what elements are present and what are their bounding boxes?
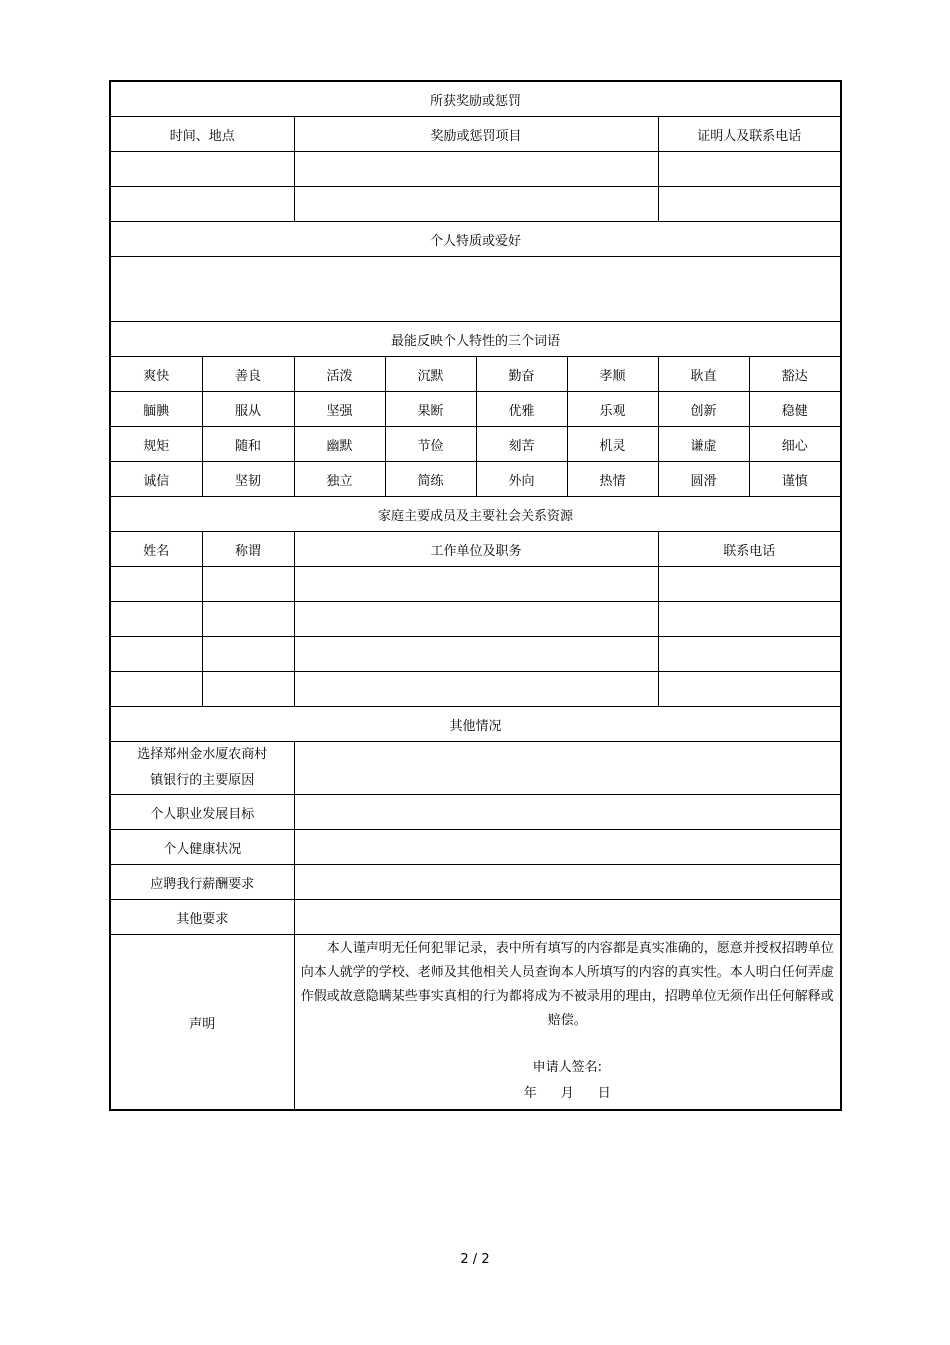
awards-header-item: 奖励或惩罚项目 bbox=[294, 117, 658, 152]
family-employer-cell[interactable] bbox=[294, 637, 658, 672]
application-form-table bbox=[109, 80, 842, 1111]
words-row bbox=[110, 357, 841, 392]
family-phone-cell[interactable] bbox=[658, 602, 841, 637]
health-label: 个人健康状况 bbox=[110, 830, 294, 865]
word-cell[interactable]: 坚强 bbox=[294, 392, 385, 427]
signature-block bbox=[295, 1055, 841, 1107]
family-header-phone: 联系电话 bbox=[658, 532, 841, 567]
career-goal-label: 个人职业发展目标 bbox=[110, 795, 294, 830]
awards-item-cell[interactable] bbox=[294, 187, 658, 222]
words-row bbox=[110, 462, 841, 497]
family-name-cell[interactable] bbox=[110, 672, 202, 707]
family-employer-cell[interactable] bbox=[294, 602, 658, 637]
salary-label: 应聘我行薪酬要求 bbox=[110, 865, 294, 900]
awards-time-cell[interactable] bbox=[110, 187, 294, 222]
word-cell[interactable]: 随和 bbox=[202, 427, 294, 462]
word-cell[interactable]: 爽快 bbox=[110, 357, 202, 392]
word-cell[interactable]: 热情 bbox=[567, 462, 658, 497]
family-header-employer: 工作单位及职务 bbox=[294, 532, 658, 567]
word-cell[interactable]: 诚信 bbox=[110, 462, 202, 497]
word-cell[interactable]: 活泼 bbox=[294, 357, 385, 392]
awards-witness-cell[interactable] bbox=[658, 152, 841, 187]
family-row bbox=[110, 637, 841, 672]
family-phone-cell[interactable] bbox=[658, 567, 841, 602]
salary-input-cell[interactable] bbox=[294, 865, 841, 900]
reason-label bbox=[110, 742, 294, 795]
word-cell[interactable]: 圆滑 bbox=[658, 462, 749, 497]
family-header-name: 姓名 bbox=[110, 532, 202, 567]
words-section-title: 最能反映个人特性的三个词语 bbox=[110, 322, 841, 357]
awards-row bbox=[110, 187, 841, 222]
word-cell[interactable]: 谦虚 bbox=[658, 427, 749, 462]
traits-input-cell[interactable] bbox=[110, 257, 841, 322]
family-relation-cell[interactable] bbox=[202, 567, 294, 602]
word-cell[interactable]: 细心 bbox=[749, 427, 841, 462]
word-cell[interactable]: 幽默 bbox=[294, 427, 385, 462]
date-year: 年 bbox=[523, 1086, 537, 1101]
career-goal-input-cell[interactable] bbox=[294, 795, 841, 830]
word-cell[interactable]: 善良 bbox=[202, 357, 294, 392]
signature-label[interactable]: 申请人签名: bbox=[532, 1060, 602, 1075]
words-row bbox=[110, 427, 841, 462]
health-input-cell[interactable] bbox=[294, 830, 841, 865]
word-cell[interactable]: 果断 bbox=[385, 392, 476, 427]
family-name-cell[interactable] bbox=[110, 567, 202, 602]
words-row bbox=[110, 392, 841, 427]
family-relation-cell[interactable] bbox=[202, 672, 294, 707]
word-cell[interactable]: 规矩 bbox=[110, 427, 202, 462]
word-cell[interactable]: 豁达 bbox=[749, 357, 841, 392]
word-cell[interactable]: 孝顺 bbox=[567, 357, 658, 392]
awards-header-time-place: 时间、地点 bbox=[110, 117, 294, 152]
awards-section-title: 所获奖励或惩罚 bbox=[110, 81, 841, 117]
family-header-relation: 称谓 bbox=[202, 532, 294, 567]
family-relation-cell[interactable] bbox=[202, 637, 294, 672]
family-phone-cell[interactable] bbox=[658, 672, 841, 707]
date-day: 日 bbox=[597, 1086, 611, 1101]
awards-item-cell[interactable] bbox=[294, 152, 658, 187]
reason-label-line2: 镇银行的主要原因 bbox=[150, 773, 255, 788]
date-month: 月 bbox=[560, 1086, 574, 1101]
family-employer-cell[interactable] bbox=[294, 567, 658, 602]
word-cell[interactable]: 刻苦 bbox=[476, 427, 567, 462]
family-row bbox=[110, 567, 841, 602]
other-section-title: 其他情况 bbox=[110, 707, 841, 742]
word-cell[interactable]: 简练 bbox=[385, 462, 476, 497]
family-row bbox=[110, 602, 841, 637]
word-cell[interactable]: 腼腆 bbox=[110, 392, 202, 427]
family-name-cell[interactable] bbox=[110, 602, 202, 637]
awards-row bbox=[110, 152, 841, 187]
word-cell[interactable]: 勤奋 bbox=[476, 357, 567, 392]
other-requirements-input-cell[interactable] bbox=[294, 900, 841, 935]
word-cell[interactable]: 谨慎 bbox=[749, 462, 841, 497]
word-cell[interactable]: 创新 bbox=[658, 392, 749, 427]
word-cell[interactable]: 独立 bbox=[294, 462, 385, 497]
awards-time-cell[interactable] bbox=[110, 152, 294, 187]
family-name-cell[interactable] bbox=[110, 637, 202, 672]
word-cell[interactable]: 外向 bbox=[476, 462, 567, 497]
word-cell[interactable]: 优雅 bbox=[476, 392, 567, 427]
page-number: 2 / 2 bbox=[460, 1252, 490, 1267]
word-cell[interactable]: 节俭 bbox=[385, 427, 476, 462]
word-cell[interactable]: 稳健 bbox=[749, 392, 841, 427]
other-requirements-label: 其他要求 bbox=[110, 900, 294, 935]
word-cell[interactable]: 沉默 bbox=[385, 357, 476, 392]
awards-header-witness: 证明人及联系电话 bbox=[658, 117, 841, 152]
declaration-label: 声明 bbox=[110, 935, 294, 1111]
word-cell[interactable]: 坚韧 bbox=[202, 462, 294, 497]
word-cell[interactable]: 机灵 bbox=[567, 427, 658, 462]
traits-section-title: 个人特质或爱好 bbox=[110, 222, 841, 257]
family-row bbox=[110, 672, 841, 707]
declaration-cell bbox=[294, 935, 841, 1111]
family-section-title: 家庭主要成员及主要社会关系资源 bbox=[110, 497, 841, 532]
family-phone-cell[interactable] bbox=[658, 637, 841, 672]
reason-input-cell[interactable] bbox=[294, 742, 841, 795]
word-cell[interactable]: 服从 bbox=[202, 392, 294, 427]
reason-label-line1: 选择郑州金水厦农商村 bbox=[137, 747, 268, 762]
family-employer-cell[interactable] bbox=[294, 672, 658, 707]
declaration-text: 本人谨声明无任何犯罪记录，表中所有填写的内容都是真实准确的，愿意并授权招聘单位向本人就学的学校、老师及其他相关人员查询本人所填写的内容的真实性。本人明白任何弄虚作假或故意隐瞒某些事实真相的行为都将成为不被录用的理由，招聘单位无须作出任何解释或赔偿。 bbox=[300, 941, 834, 1028]
word-cell[interactable]: 耿直 bbox=[658, 357, 749, 392]
signature-date[interactable] bbox=[295, 1081, 841, 1107]
word-cell[interactable]: 乐观 bbox=[567, 392, 658, 427]
family-relation-cell[interactable] bbox=[202, 602, 294, 637]
awards-witness-cell[interactable] bbox=[658, 187, 841, 222]
